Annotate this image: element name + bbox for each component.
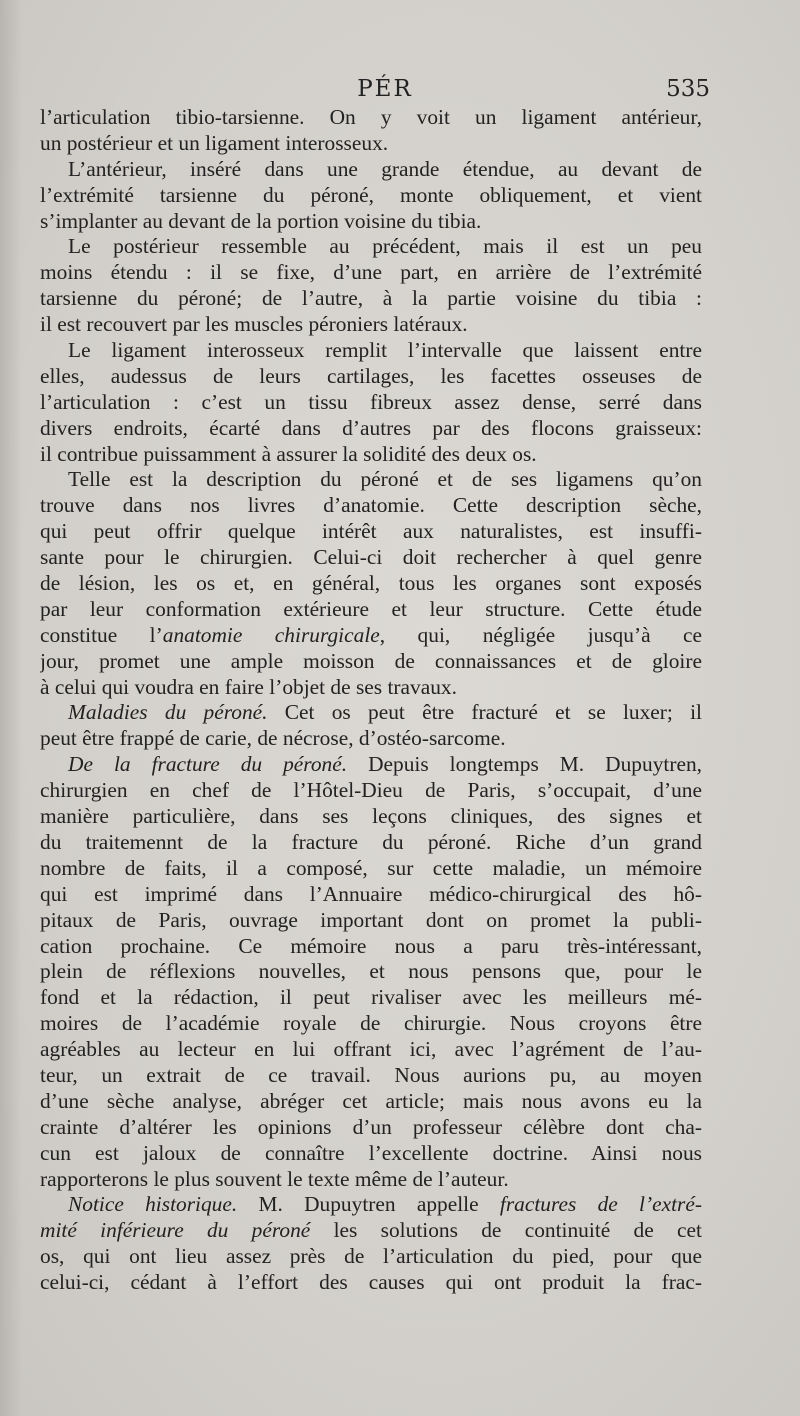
text-line: d’une sèche analyse, abréger cet article; mais nous avons eu la	[40, 1088, 702, 1113]
text-line: jour, promet une ample moisson de connaissances et de gloire	[40, 648, 702, 673]
text-line: Telle est la description du péroné et de ses ligamens qu’on	[68, 467, 702, 492]
text-line: l’articulation tibio-tarsienne. On y voit un ligament antérieur,	[40, 105, 702, 129]
text-line: crainte d’altérer les opinions d’un professeur célèbre dont cha-	[40, 1114, 702, 1139]
text-line: Maladies du péroné. Cet os peut être fracturé et se luxer; il	[68, 700, 702, 725]
text-line: os, qui ont lieu assez près de l’articulation du pied, pour que	[40, 1244, 702, 1269]
text-line: manière particulière, dans ses leçons cliniques, des signes et	[40, 804, 702, 829]
text-line: Le postérieur ressemble au précédent, mais il est un peu	[68, 234, 702, 259]
text-line: qui est imprimé dans l’Annuaire médico-chirurgical des hô-	[40, 881, 702, 906]
italic-term: Maladies du péroné.	[68, 700, 268, 725]
text-line: teur, un extrait de ce travail. Nous aurions pu, au moyen	[40, 1062, 702, 1087]
text-line: nombre de faits, il a composé, sur cette maladie, un mémoire	[40, 855, 702, 880]
text-line: l’extrémité tarsienne du péroné, monte obliquement, et vient	[40, 182, 702, 207]
text-line: il est recouvert par les muscles péroniers latéraux.	[40, 312, 468, 337]
body-text	[40, 105, 702, 1296]
page-header	[60, 76, 710, 104]
text-line: du traitemennt de la fracture du péroné. Riche d’un grand	[40, 829, 702, 854]
text-line: un postérieur et un ligament interosseux.	[40, 130, 389, 155]
text-line: rapporterons le plus souvent le texte même de l’auteur.	[40, 1166, 509, 1191]
text-line: moins étendu : il se fixe, d’une part, en arrière de l’extrémité	[40, 260, 702, 285]
text-line: de lésion, les os et, en général, tous les organes sont exposés	[40, 571, 702, 596]
text-line: celui-ci, cédant à l’effort des causes qui ont produit la frac-	[40, 1270, 702, 1295]
running-head: PÉR	[357, 76, 413, 102]
text-line: chirurgien en chef de l’Hôtel-Dieu de Paris, s’occupait, d’une	[40, 778, 702, 803]
text-line: constitue l’anatomie chirurgicale, qui, négligée jusqu’à ce	[40, 622, 702, 647]
text-line: peut être frappé de carie, de nécrose, d’ostéo-sarcome.	[40, 726, 506, 751]
text-line: De la fracture du péroné. Depuis longtemps M. Dupuytren,	[68, 752, 702, 777]
text-line: fond et la rédaction, il peut rivaliser avec les meilleurs mé-	[40, 985, 702, 1010]
text-line: s’implanter au devant de la portion voisine du tibia.	[40, 208, 482, 233]
text-line: Notice historique. M. Dupuytren appelle fractures de l’extré-	[68, 1192, 702, 1217]
italic-term: anatomie chirurgicale	[162, 622, 380, 647]
text-line: elles, audessus de leurs cartilages, les facettes osseuses de	[40, 363, 702, 388]
italic-term: Notice historique.	[68, 1192, 238, 1217]
italic-term: fractures de l’extré-	[499, 1192, 702, 1217]
italic-term: mité inférieure du péroné	[40, 1218, 311, 1243]
text-line: agréables au lecteur en lui offrant ici, avec l’agrément de l’au-	[40, 1037, 702, 1062]
text-line: sante pour le chirurgien. Celui-ci doit rechercher à quel genre	[40, 545, 702, 570]
binding-shadow	[0, 0, 22, 1416]
text-line: à celui qui voudra en faire l’objet de ses travaux.	[40, 674, 457, 699]
text-line: mité inférieure du péroné les solutions de continuité de cet	[40, 1218, 702, 1243]
text-line: l’articulation : c’est un tissu fibreux assez dense, serré dans	[40, 389, 702, 414]
text-line: trouve dans nos livres d’anatomie. Cette description sèche,	[40, 493, 702, 518]
text-line: cun est jaloux de connaître l’excellente doctrine. Ainsi nous	[40, 1140, 702, 1165]
text-line: il contribue puissamment à assurer la solidité des deux os.	[40, 441, 537, 466]
text-line: qui peut offrir quelque intérêt aux naturalistes, est insuffi-	[40, 519, 702, 544]
text-line: plein de réflexions nouvelles, et nous pensons que, pour le	[40, 959, 702, 984]
text-line: L’antérieur, inséré dans une grande étendue, au devant de	[68, 156, 702, 181]
text-line: tarsienne du péroné; de l’autre, à la partie voisine du tibia :	[40, 286, 702, 311]
text-line: Le ligament interosseux remplit l’intervalle que laissent entre	[68, 338, 702, 363]
page-number: 535	[666, 76, 710, 102]
text-line: moires de l’académie royale de chirurgie. Nous croyons être	[40, 1011, 702, 1036]
text-line: par leur conformation extérieure et leur structure. Cette étude	[40, 596, 702, 621]
text-line: pitaux de Paris, ouvrage important dont on promet la publi-	[40, 907, 702, 932]
text-line: divers endroits, écarté dans d’autres par des flocons graisseux:	[40, 415, 702, 440]
text-line: cation prochaine. Ce mémoire nous a paru très-intéressant,	[40, 933, 702, 958]
italic-term: De la fracture du péroné.	[68, 752, 348, 777]
